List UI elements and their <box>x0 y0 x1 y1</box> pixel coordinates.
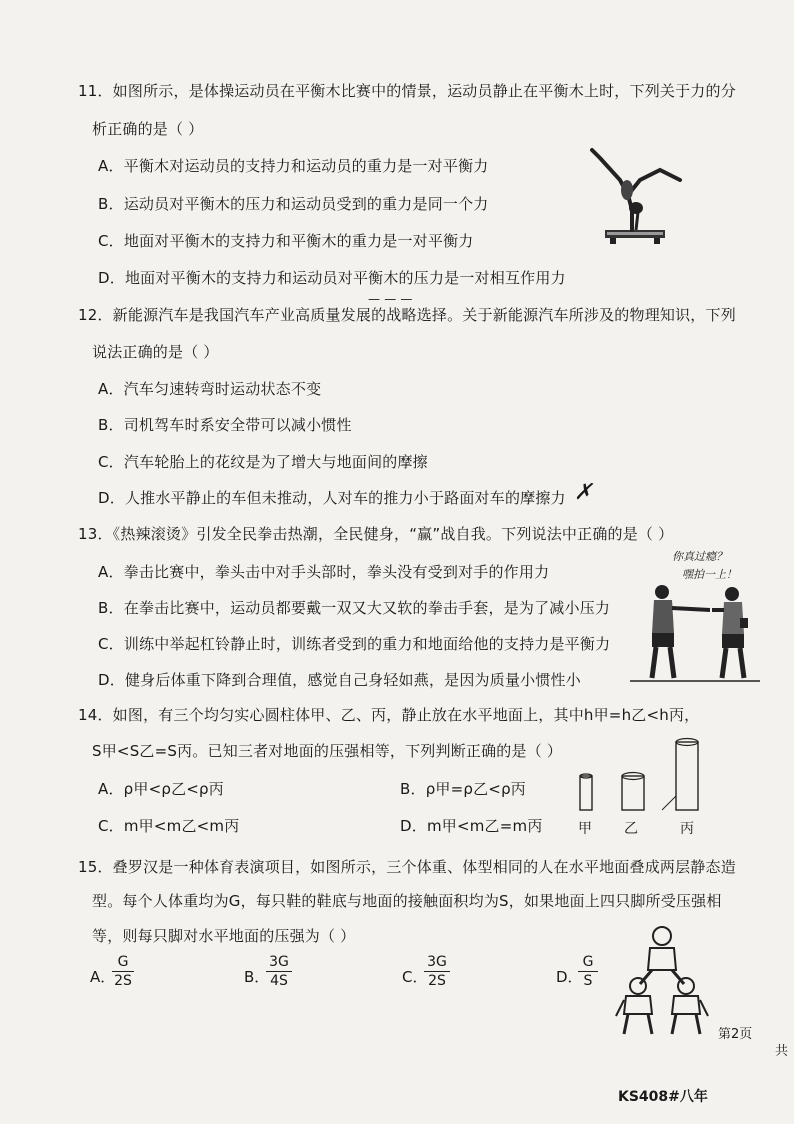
human-pyramid-figure <box>612 924 712 1036</box>
q11-option-d: D．地面对平衡木的支持力和运动员对平衡木的压力是一对相互作用力 <box>98 269 566 287</box>
q11-stem-line2: 析正确的是（ ） <box>92 120 204 138</box>
q15-option-a-denominator: 2S <box>114 973 132 989</box>
q15-option-a-label: A． <box>90 968 116 986</box>
q12-stem-line1: 12．新能源汽车是我国汽车产业高质量发展的战略选择。关于新能源汽车所涉及的物理知识，下列 <box>78 306 736 324</box>
q15-option-b-denominator: 4S <box>270 973 288 989</box>
divider-dash: — — — <box>368 292 413 306</box>
q12-stem-line2: 说法正确的是（ ） <box>92 343 219 361</box>
gymnast-balance-beam-figure <box>580 140 690 248</box>
q14-option-b: B．ρ甲=ρ乙<ρ丙 <box>400 780 526 798</box>
q11-stem-line1: 11．如图所示，是体操运动员在平衡木比赛中的情景，运动员静止在平衡木上时，下列关于力的分 <box>78 82 736 100</box>
q15-option-c-denominator: 2S <box>428 973 446 989</box>
q12-option-d: D．人推水平静止的车但未推动，人对车的推力小于路面对车的摩擦力 <box>98 489 566 507</box>
q12-option-a: A．汽车匀速转弯时运动状态不变 <box>98 380 322 398</box>
q14-stem-line1: 14．如图，有三个均匀实心圆柱体甲、乙、丙，静止放在水平地面上，其中h甲=h乙<h丙， <box>78 706 700 724</box>
q15-option-c-fraction <box>424 954 450 989</box>
page-number: 第2页 <box>718 1027 753 1042</box>
fraction-bar <box>578 971 598 972</box>
q13-option-d: D．健身后体重下降到合理值，感觉自己身轻如燕，是因为质量小惯性小 <box>98 671 581 689</box>
q15-option-d-denominator: S <box>583 973 593 989</box>
page-total: 共 <box>775 1044 789 1059</box>
q11-option-b: B．运动员对平衡木的压力和运动员受到的重力是同一个力 <box>98 195 489 213</box>
q15-option-d-fraction <box>578 954 598 989</box>
q13-option-a: A．拳击比赛中，拳头击中对手头部时，拳头没有受到对手的作用力 <box>98 563 550 581</box>
boxing-speech-2: 嘿拍一上！ <box>682 568 737 581</box>
q15-option-b-label: B． <box>244 968 270 986</box>
q15-option-c-numerator: 3G <box>427 954 447 970</box>
q15-stem-line3: 等，则每只脚对水平地面的压强为（ ） <box>92 927 356 945</box>
cylinder-label-jia: 甲 <box>578 821 593 837</box>
q15-option-d-label: D． <box>556 968 583 986</box>
q13-option-b: B．在拳击比赛中，运动员都要戴一双又大又软的拳击手套，是为了减小压力 <box>98 599 611 617</box>
q12-handwritten-mark: ✗ <box>574 480 593 505</box>
q14-option-a: A．ρ甲<ρ乙<ρ丙 <box>98 780 224 798</box>
cylinder-label-yi: 乙 <box>624 821 639 837</box>
q15-option-b-fraction <box>266 954 292 989</box>
q12-option-c: C．汽车轮胎上的花纹是为了增大与地面间的摩擦 <box>98 453 428 471</box>
q11-option-c: C．地面对平衡木的支持力和平衡木的重力是一对平衡力 <box>98 232 474 250</box>
fraction-bar <box>266 971 292 972</box>
fraction-bar <box>112 971 134 972</box>
q15-option-c-label: C． <box>402 968 428 986</box>
q12-option-b: B．司机驾车时系安全带可以减小惯性 <box>98 416 352 434</box>
q13-stem: 13．《热辣滚烫》引发全民拳击热潮，全民健身，“赢”战自我。下列说法中正确的是（ ） <box>78 525 674 543</box>
q14-option-d: D．m甲<m乙=m丙 <box>400 817 543 835</box>
q15-option-d-numerator: G <box>582 954 594 970</box>
q15-option-a-numerator: G <box>117 954 129 970</box>
cylinders-figure <box>572 736 722 816</box>
boxing-figure <box>630 548 760 683</box>
cylinder-label-bing: 丙 <box>680 821 695 837</box>
q13-option-c: C．训练中举起杠铃静止时，训练者受到的重力和地面给他的支持力是平衡力 <box>98 635 611 653</box>
q15-option-b-numerator: 3G <box>269 954 289 970</box>
boxing-speech-1: 你真过瘾？ <box>672 550 727 563</box>
fraction-bar <box>424 971 450 972</box>
q15-stem-line2: 型。每个人体重均为G，每只鞋的鞋底与地面的接触面积均为S，如果地面上四只脚所受压强相 <box>92 892 722 910</box>
q14-stem-line2: S甲<S乙=S丙。已知三者对地面的压强相等，下列判断正确的是（ ） <box>92 742 563 760</box>
exam-code: KS408#八年 <box>618 1089 708 1105</box>
q11-option-a: A．平衡木对运动员的支持力和运动员的重力是一对平衡力 <box>98 157 489 175</box>
q15-option-a-fraction <box>112 954 134 989</box>
q15-stem-line1: 15．叠罗汉是一种体育表演项目，如图所示，三个体重、体型相同的人在水平地面叠成两层静态造 <box>78 858 736 876</box>
q14-option-c: C．m甲<m乙<m丙 <box>98 817 240 835</box>
